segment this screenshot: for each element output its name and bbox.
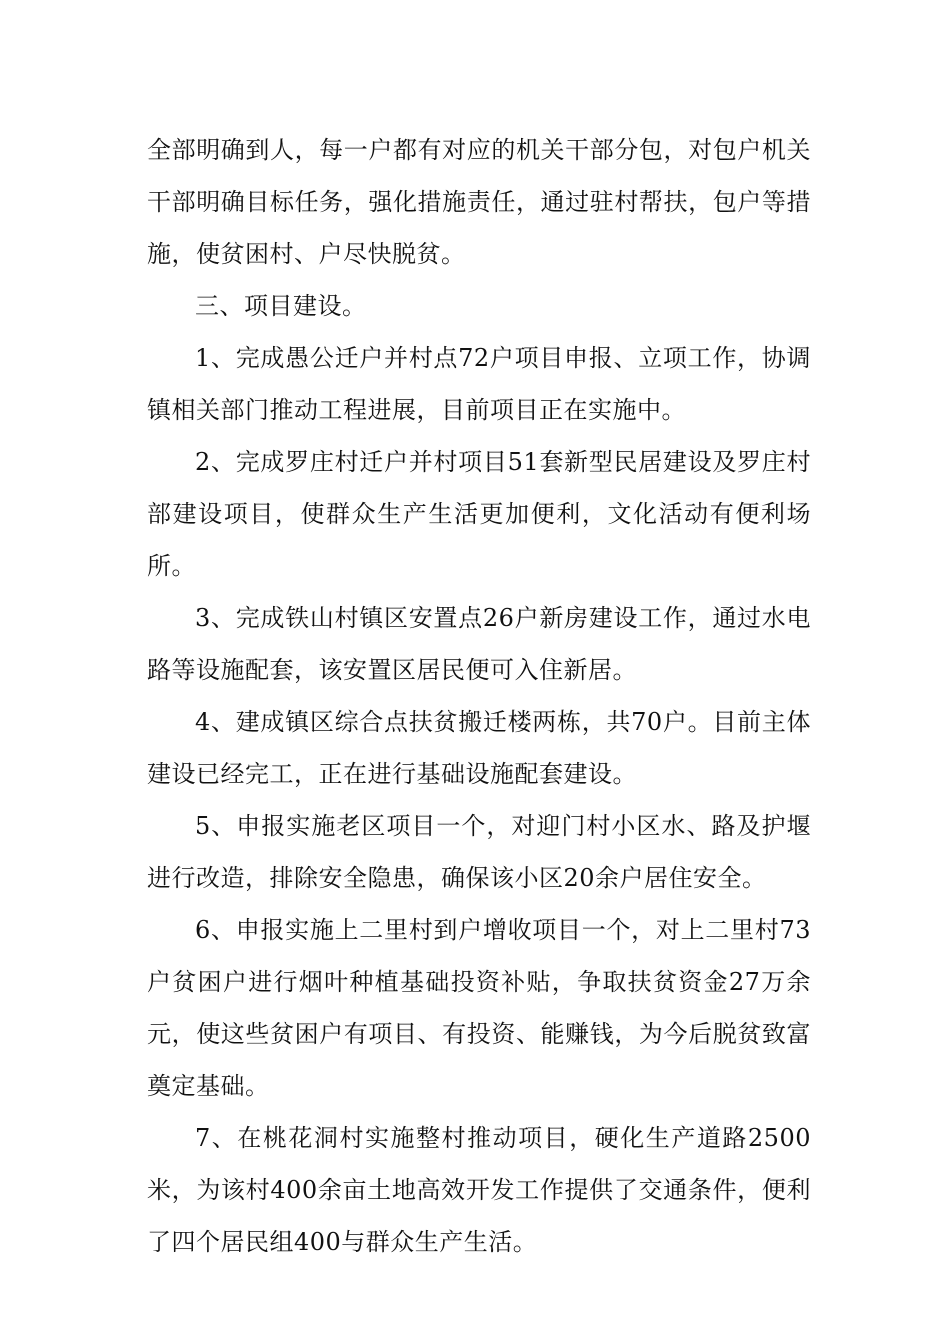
paragraph-continuation: 全部明确到人，每一户都有对应的机关干部分包，对包户机关干部明确目标任务，强化措施责任，通过驻村帮扶，包户等措施，使贫困村、户尽快脱贫。 [147, 136, 811, 268]
paragraph-item-3: 3、完成铁山村镇区安置点26户新房建设工作，通过水电路等设施配套，该安置区居民便可入住新居。 [147, 604, 811, 684]
paragraph-item-2: 2、完成罗庄村迁户并村项目51套新型民居建设及罗庄村部建设项目，使群众生产生活更加便利，文化活动有便利场所。 [147, 448, 811, 580]
section-heading-project-construction: 三、项目建设。 [195, 292, 367, 320]
paragraph-item-6: 6、申报实施上二里村到户增收项目一个，对上二里村73户贫困户进行烟叶种植基础投资补贴，争取扶贫资金27万余元，使这些贫困户有项目、有投资、能赚钱，为今后脱贫致富奠定基础。 [147, 916, 811, 1100]
document-body [147, 124, 811, 1268]
paragraph-item-4: 4、建成镇区综合点扶贫搬迁楼两栋，共70户。目前主体建设已经完工，正在进行基础设施配套建设。 [147, 708, 811, 788]
paragraph-item-5: 5、申报实施老区项目一个，对迎门村小区水、路及护堰进行改造，排除安全隐患，确保该小区20余户居住安全。 [147, 812, 811, 892]
paragraph-item-1: 1、完成愚公迁户并村点72户项目申报、立项工作，协调镇相关部门推动工程进展，目前项目正在实施中。 [147, 344, 811, 424]
paragraph-item-7: 7、在桃花洞村实施整村推动项目，硬化生产道路2500米，为该村400余亩土地高效开发工作提供了交通条件，便利了四个居民组400与群众生产生活。 [147, 1124, 811, 1256]
